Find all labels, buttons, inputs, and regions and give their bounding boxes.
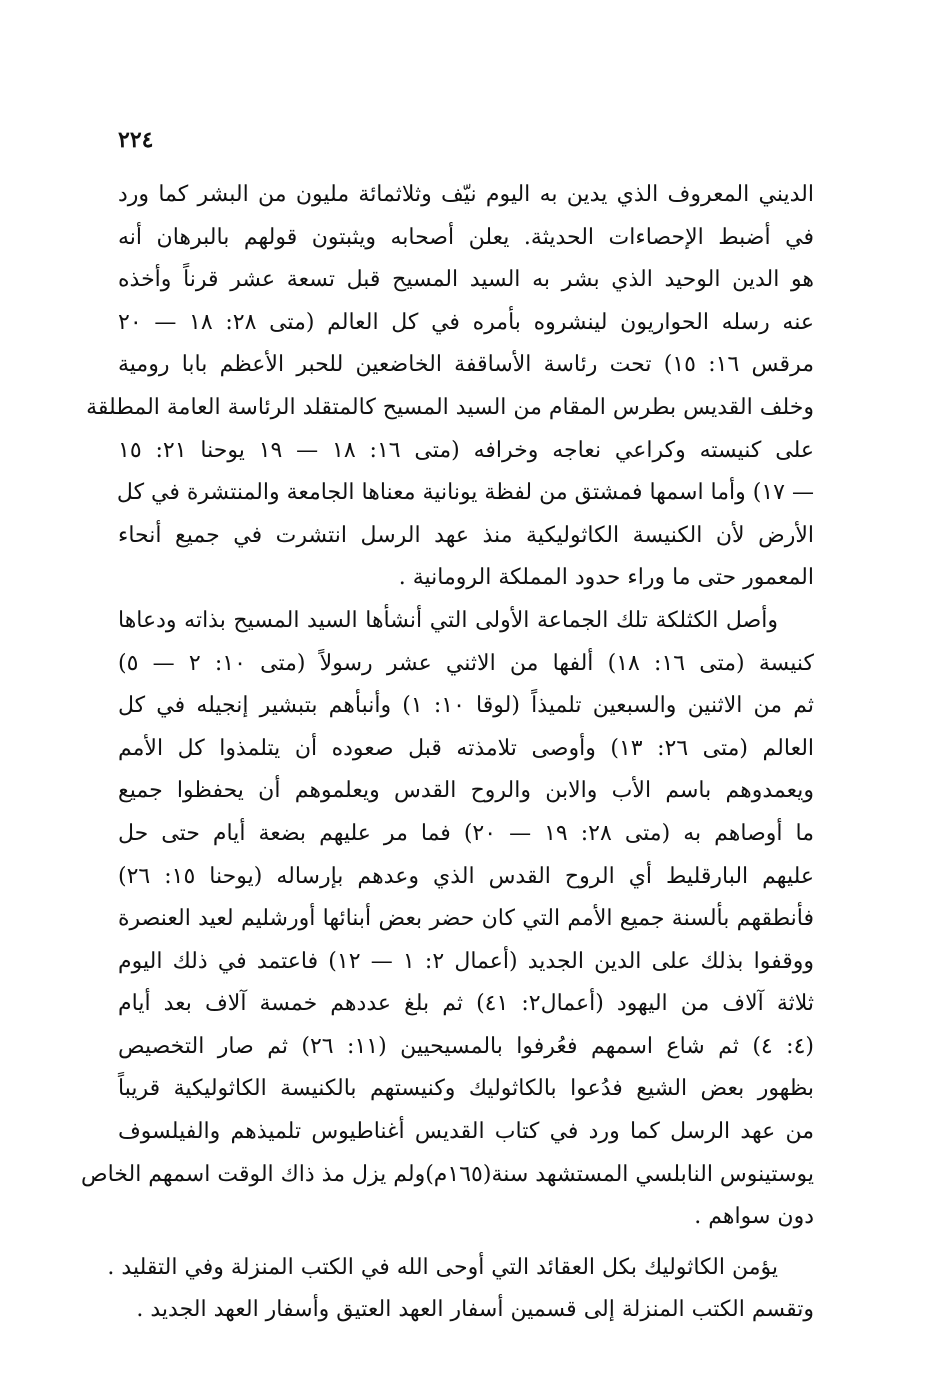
text-line: عليهم البارقليط أي الروح القدس الذي وعدهم بإرساله (يوحنا ١٥: ٢٦): [118, 863, 814, 889]
text-line: الأرض لأن الكنيسة الكاثوليكية منذ عهد الرسل انتشرت في جميع أنحاء: [118, 522, 814, 548]
text-line: عنه رسله الحواريون لينشروه بأمره في كل العالم (متى ٢٨: ١٨ — ٢٠: [118, 309, 814, 335]
text-line: من عهد الرسل كما ورد في كتاب القديس أغناطيوس تلميذهم والفيلسوف: [118, 1119, 814, 1145]
paragraph-1: [86, 174, 815, 600]
page-number: ٢٢٤: [118, 127, 154, 153]
text-line: يوستينوس النابلسي المستشهد سنة(١٦٥م)ولم يزل مذ ذاك الوقت اسمهم الخاص: [80, 1161, 814, 1187]
text-line: على كنيسته وكراعي نعاجه وخرافه (متى ١٦: ١٨ — ١٩ يوحنا ٢١: ١٥: [118, 437, 815, 463]
text-line: ويعمدوهم باسم الأب والابن والروح القدس ويعلموهم أن يحفظوا جميع: [118, 778, 814, 804]
text-line: في أضبط الإحصاءات الحديثة. يعلن أصحابه ويثبتون قولهم بالبرهان أنه: [118, 224, 814, 250]
text-line: فأنطقهم بألسنة جميع الأمم التي كان حضر بعض أبنائها أورشليم لعيد العنصرة: [118, 906, 814, 932]
text-line: وتقسم الكتب المنزلة إلى قسمين أسفار العهد العتيق وأسفار العهد الجديد .: [136, 1297, 814, 1323]
text-line: كنيسة (متى ١٦: ١٨) ألفها من الاثني عشر رسولاً (متى ١٠: ٢ — ٥): [118, 650, 815, 676]
text-line: (٤: ٤) ثم شاع اسمهم فعُرفوا بالمسيحيين (١١: ٢٦) ثم صار التخصيص: [118, 1033, 814, 1059]
paragraph-3: [107, 1247, 814, 1332]
text-line: يؤمن الكاثوليك بكل العقائد التي أوحى الله في الكتب المنزلة وفي التقليد .: [107, 1254, 778, 1280]
text-line: الديني المعروف الذي يدين به اليوم نيّف وثلاثمائة مليون من البشر كما ورد: [118, 182, 814, 207]
text-line: ثم من الاثنين والسبعين تلميذاً (لوقا ١٠: ١) وأنبأهم بتبشير إنجيله في كل: [118, 693, 815, 719]
paragraph-2: [80, 600, 815, 1239]
text-line: وخلف القديس بطرس المقام من السيد المسيح كالمتقلد الرئاسة العامة المطلقة: [86, 394, 814, 420]
text-line: هو الدين الوحيد الذي بشر به السيد المسيح قبل تسعة عشر قرناً وأخذه: [118, 267, 814, 293]
text-line: وأصل الكثلكة تلك الجماعة الأولى التي أنشأها السيد المسيح بذاته ودعاها: [118, 607, 778, 633]
text-line: بظهور بعض الشيع فدُعوا بالكاثوليك وكنيستهم بالكنيسة الكاثوليكية قريباً: [118, 1076, 814, 1102]
text-line: ما أوصاهم به (متى ٢٨: ١٩ — ٢٠) فما مر عليهم بضعة أيام حتى حل: [118, 820, 814, 846]
text-line: المعمور حتى ما وراء حدود المملكة الرومانية .: [398, 565, 814, 591]
paragraph-gap: [118, 1239, 814, 1247]
book-page: [80, 118, 815, 1332]
text-line: ثلاثة آلاف من اليهود (أعمال٢: ٤١) ثم بلغ عددهم خمسة آلاف بعد أيام: [118, 991, 815, 1017]
text-line: مرقس ١٦: ١٥) تحت رئاسة الأساقفة الخاضعين للحبر الأعظم بابا رومية: [118, 352, 814, 378]
text-line: — ١٧) وأما اسمها فمشتق من لفظة يونانية معناها الجامعة والمنتشرة في كل: [116, 480, 814, 506]
text-line: العالم (متى ٢٦: ١٣) وأوصى تلامذته قبل صعوده أن يتلمذوا كل الأمم: [118, 735, 815, 761]
text-line: ووقفوا بذلك على الدين الجديد (أعمال ٢: ١ — ١٢) فاعتمد في ذلك اليوم: [118, 948, 814, 974]
text-line: دون سواهم .: [694, 1204, 814, 1230]
